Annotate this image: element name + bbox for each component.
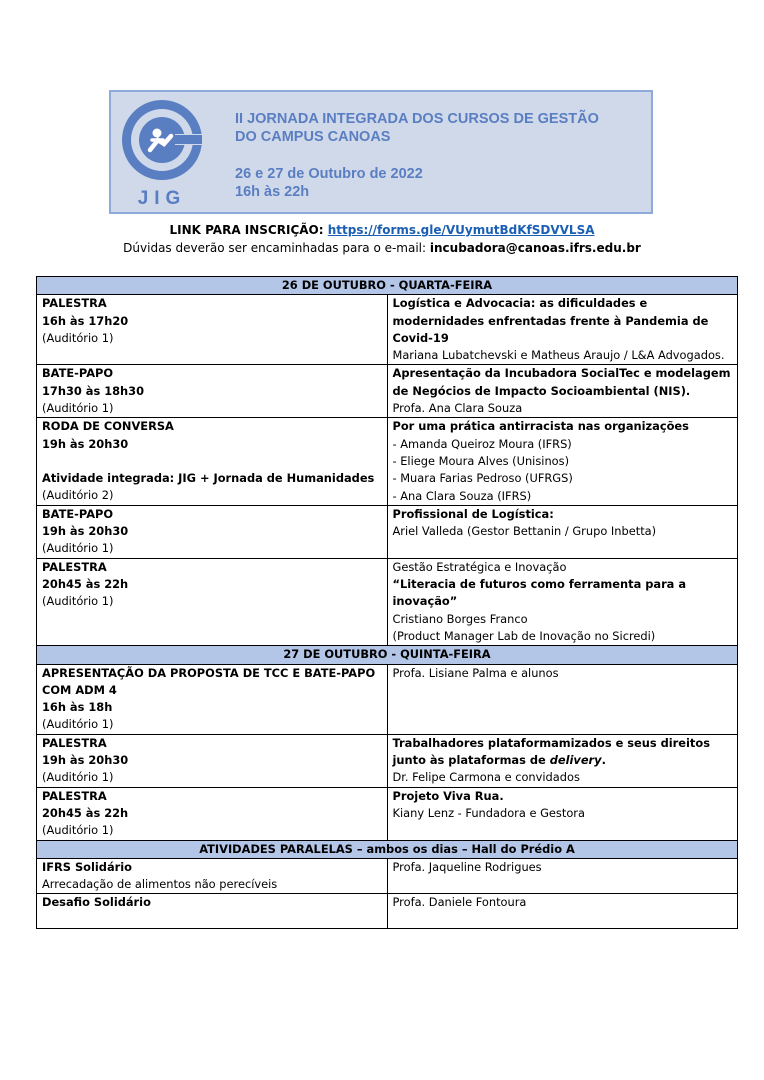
activity-details bbox=[387, 894, 738, 929]
event-title-emphasis: delivery bbox=[549, 753, 602, 768]
event-meta bbox=[37, 558, 388, 645]
event-banner bbox=[109, 90, 653, 214]
event-title: Profissional de Logística: bbox=[392, 506, 554, 521]
section-header-day1 bbox=[37, 277, 738, 295]
event-type: BATE-PAPO bbox=[42, 366, 114, 381]
registration-line bbox=[0, 222, 764, 238]
event-details bbox=[387, 664, 738, 734]
event-speakers: Kiany Lenz - Fundadora e Gestora bbox=[392, 805, 585, 820]
table-row bbox=[37, 418, 738, 505]
event-meta bbox=[37, 365, 388, 418]
event-details bbox=[387, 295, 738, 365]
event-type: RODA DE CONVERSA bbox=[42, 419, 174, 434]
section-parallel-title: ATIVIDADES PARALELAS – ambos os dias – Hall do Prédio A bbox=[37, 840, 738, 858]
event-title-end: . bbox=[601, 753, 606, 768]
event-place: (Auditório 1) bbox=[42, 541, 114, 556]
activity-responsible: Profa. Daniele Fontoura bbox=[392, 895, 527, 910]
event-type: PALESTRA bbox=[42, 788, 107, 803]
event-time: 20h45 às 22h bbox=[42, 805, 129, 820]
table-row bbox=[37, 505, 738, 558]
event-meta bbox=[37, 505, 388, 558]
event-speakers: Mariana Lubatchevski e Matheus Araujo / L&A Advogados. bbox=[392, 348, 725, 363]
event-time: 17h30 às 18h30 bbox=[42, 383, 145, 398]
event-type: PALESTRA bbox=[42, 735, 107, 750]
section-header-parallel bbox=[37, 840, 738, 858]
event-title-line1: II JORNADA INTEGRADA DOS CURSOS DE GESTÃO bbox=[235, 111, 599, 127]
event-place: (Auditório 2) bbox=[42, 488, 114, 503]
event-details bbox=[387, 418, 738, 505]
table-row bbox=[37, 664, 738, 734]
event-meta bbox=[37, 787, 388, 840]
event-speakers: Profa. Lisiane Palma e alunos bbox=[392, 665, 559, 680]
event-note: Atividade integrada: JIG + Jornada de Humanidades bbox=[42, 470, 375, 485]
speaker-item: - Eliege Moura Alves (Unisinos) bbox=[392, 453, 570, 468]
table-row bbox=[37, 787, 738, 840]
event-subtitle: Gestão Estratégica e Inovação bbox=[392, 559, 567, 574]
event-time: 19h às 20h30 bbox=[42, 753, 129, 768]
event-details bbox=[387, 787, 738, 840]
event-time: 20h45 às 22h bbox=[42, 577, 129, 592]
event-place: (Auditório 1) bbox=[42, 401, 114, 416]
table-row bbox=[37, 295, 738, 365]
event-title: Logística e Advocacia: as dificuldades e modernidades enfrentadas frente à Pandemia de Covid-19 bbox=[392, 296, 709, 345]
activity-description: Arrecadação de alimentos não perecíveis bbox=[42, 877, 278, 892]
table-row bbox=[37, 558, 738, 645]
logo-text: JIG bbox=[137, 188, 187, 209]
speaker-item: - Amanda Queiroz Moura (IFRS) bbox=[392, 436, 572, 451]
section-day2-title: 27 DE OUTUBRO - QUINTA-FEIRA bbox=[37, 646, 738, 664]
activity-meta bbox=[37, 894, 388, 929]
event-meta bbox=[37, 418, 388, 505]
event-speakers: Ariel Valleda (Gestor Bettanin / Grupo Inbetta) bbox=[392, 524, 657, 539]
event-time: 19h às 20h30 bbox=[42, 524, 129, 539]
section-day1-title: 26 DE OUTUBRO - QUARTA-FEIRA bbox=[37, 277, 738, 295]
event-speakers: Profa. Ana Clara Souza bbox=[392, 401, 523, 416]
event-speakers: Cristiano Borges Franco bbox=[392, 611, 528, 626]
event-meta bbox=[37, 295, 388, 365]
event-place: (Auditório 1) bbox=[42, 717, 114, 732]
event-type: PALESTRA bbox=[42, 559, 107, 574]
event-title: Por uma prática antirracista nas organizações bbox=[392, 419, 689, 434]
activity-name: IFRS Solidário bbox=[42, 859, 132, 874]
event-place: (Auditório 1) bbox=[42, 330, 114, 345]
event-details bbox=[387, 558, 738, 645]
activity-details bbox=[387, 858, 738, 894]
activity-name: Desafio Solidário bbox=[42, 895, 151, 910]
event-title-line2: DO CAMPUS CANOAS bbox=[235, 129, 391, 145]
contact-line bbox=[0, 240, 764, 256]
event-title: “Literacia de futuros como ferramenta para a inovação” bbox=[392, 577, 687, 609]
event-details bbox=[387, 734, 738, 787]
registration-label: LINK PARA INSCRIÇÃO: bbox=[169, 223, 324, 237]
activity-responsible: Profa. Jaqueline Rodrigues bbox=[392, 859, 542, 874]
registration-link[interactable]: https://forms.gle/VUymutBdKfSDVVLSA bbox=[327, 223, 595, 237]
event-place: (Auditório 1) bbox=[42, 594, 114, 609]
event-type: APRESENTAÇÃO DA PROPOSTA DE TCC E BATE-PAPO COM ADM 4 bbox=[42, 665, 376, 697]
schedule-table bbox=[36, 276, 738, 929]
activity-meta bbox=[37, 858, 388, 894]
event-speakers: Dr. Felipe Carmona e convidados bbox=[392, 770, 580, 785]
event-type: BATE-PAPO bbox=[42, 506, 114, 521]
table-row bbox=[37, 894, 738, 929]
contact-email: incubadora@canoas.ifrs.edu.br bbox=[429, 241, 641, 255]
event-dates bbox=[235, 165, 423, 201]
table-row bbox=[37, 734, 738, 787]
event-details bbox=[387, 365, 738, 418]
event-meta bbox=[37, 664, 388, 734]
event-dates-line1: 26 e 27 de Outubro de 2022 bbox=[235, 166, 423, 182]
event-title: Projeto Viva Rua. bbox=[392, 788, 504, 803]
event-time: 16h às 18h bbox=[42, 700, 113, 715]
event-time: 19h às 20h30 bbox=[42, 436, 129, 451]
speaker-item: - Ana Clara Souza (IFRS) bbox=[392, 488, 532, 503]
event-title bbox=[393, 735, 733, 770]
event-details bbox=[387, 505, 738, 558]
event-place: (Auditório 1) bbox=[42, 770, 114, 785]
event-place: (Auditório 1) bbox=[42, 823, 114, 838]
event-type: PALESTRA bbox=[42, 296, 107, 311]
speaker-item: - Muara Farias Pedroso (UFRGS) bbox=[392, 471, 573, 486]
event-title: Apresentação da Incubadora SocialTec e modelagem de Negócios de Impacto Socioambiental (NIS). bbox=[392, 366, 731, 398]
event-meta bbox=[37, 734, 388, 787]
contact-text: Dúvidas deverão ser encaminhadas para o e-mail: bbox=[123, 241, 427, 255]
event-time: 16h às 17h20 bbox=[42, 313, 129, 328]
jig-logo-icon bbox=[117, 96, 207, 212]
table-row bbox=[37, 858, 738, 894]
event-speaker-role: (Product Manager Lab de Inovação no Sicredi) bbox=[392, 628, 656, 643]
event-dates-line2: 16h às 22h bbox=[235, 184, 310, 200]
section-header-day2 bbox=[37, 646, 738, 664]
event-title-main: Trabalhadores plataformamizados e seus direitos junto às plataformas de bbox=[392, 735, 710, 768]
table-row bbox=[37, 365, 738, 418]
event-title bbox=[235, 110, 645, 146]
